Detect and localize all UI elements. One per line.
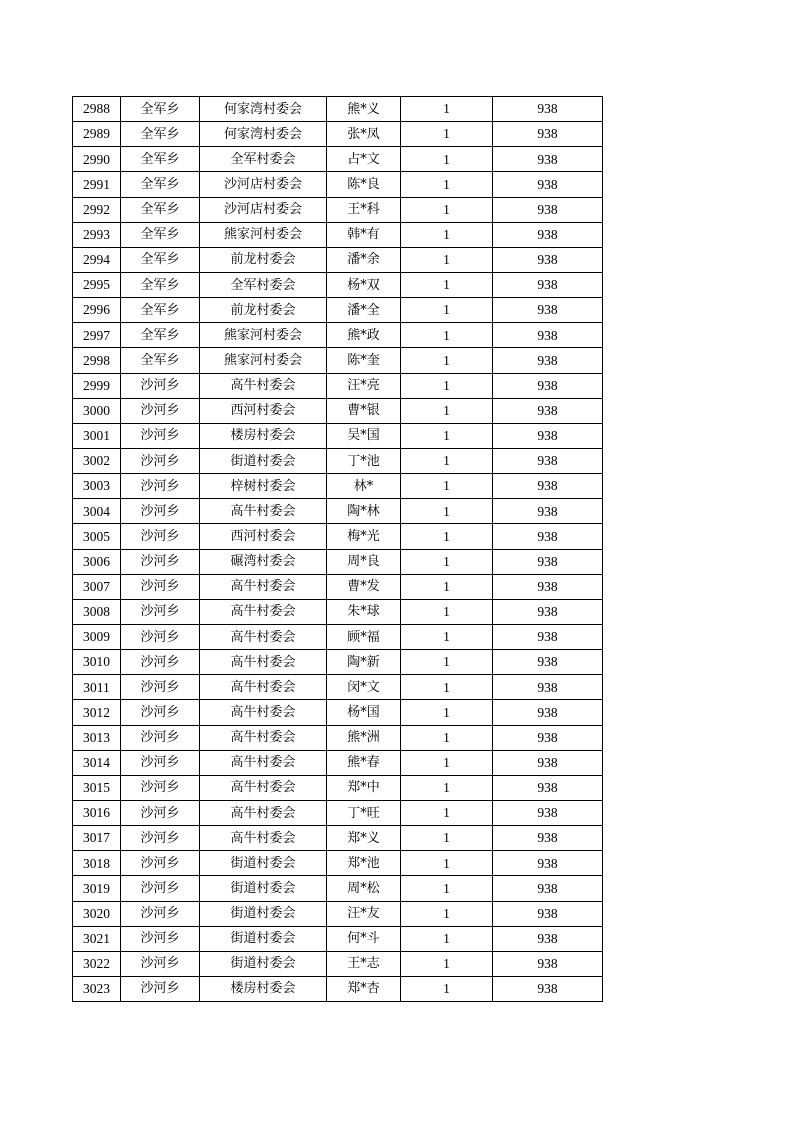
table-row bbox=[73, 222, 603, 247]
table-row bbox=[73, 247, 603, 272]
row-number-cell: 2998 bbox=[73, 348, 121, 373]
row-number-cell: 3010 bbox=[73, 650, 121, 675]
count-cell: 1 bbox=[401, 826, 493, 851]
person-name-cell: 闵*文 bbox=[327, 675, 401, 700]
row-number-cell: 3000 bbox=[73, 398, 121, 423]
person-name-cell: 潘*全 bbox=[327, 298, 401, 323]
row-number-cell: 3013 bbox=[73, 725, 121, 750]
township-cell: 沙河乡 bbox=[121, 373, 200, 398]
row-number-cell: 3015 bbox=[73, 775, 121, 800]
village-committee-cell: 全军村委会 bbox=[200, 272, 327, 297]
row-number-cell: 3003 bbox=[73, 474, 121, 499]
table-row bbox=[73, 826, 603, 851]
count-cell: 1 bbox=[401, 172, 493, 197]
township-cell: 沙河乡 bbox=[121, 574, 200, 599]
table-row bbox=[73, 524, 603, 549]
amount-cell: 938 bbox=[493, 901, 603, 926]
amount-cell: 938 bbox=[493, 373, 603, 398]
count-cell: 1 bbox=[401, 272, 493, 297]
village-committee-cell: 何家湾村委会 bbox=[200, 122, 327, 147]
person-name-cell: 王*科 bbox=[327, 197, 401, 222]
township-cell: 全军乡 bbox=[121, 147, 200, 172]
table-row bbox=[73, 725, 603, 750]
village-committee-cell: 楼房村委会 bbox=[200, 423, 327, 448]
row-number-cell: 3018 bbox=[73, 851, 121, 876]
township-cell: 全军乡 bbox=[121, 272, 200, 297]
amount-cell: 938 bbox=[493, 800, 603, 825]
table-row bbox=[73, 147, 603, 172]
person-name-cell: 丁*旺 bbox=[327, 800, 401, 825]
table-row bbox=[73, 298, 603, 323]
village-committee-cell: 高牛村委会 bbox=[200, 650, 327, 675]
count-cell: 1 bbox=[401, 876, 493, 901]
amount-cell: 938 bbox=[493, 599, 603, 624]
count-cell: 1 bbox=[401, 448, 493, 473]
person-name-cell: 郑*义 bbox=[327, 826, 401, 851]
table-body bbox=[73, 97, 603, 1002]
table-row bbox=[73, 624, 603, 649]
township-cell: 沙河乡 bbox=[121, 951, 200, 976]
village-committee-cell: 全军村委会 bbox=[200, 147, 327, 172]
count-cell: 1 bbox=[401, 398, 493, 423]
count-cell: 1 bbox=[401, 851, 493, 876]
person-name-cell: 吴*国 bbox=[327, 423, 401, 448]
row-number-cell: 2989 bbox=[73, 122, 121, 147]
row-number-cell: 3002 bbox=[73, 448, 121, 473]
person-name-cell: 周*良 bbox=[327, 549, 401, 574]
township-cell: 沙河乡 bbox=[121, 675, 200, 700]
village-committee-cell: 熊家河村委会 bbox=[200, 222, 327, 247]
amount-cell: 938 bbox=[493, 750, 603, 775]
village-committee-cell: 高牛村委会 bbox=[200, 624, 327, 649]
count-cell: 1 bbox=[401, 348, 493, 373]
person-name-cell: 张*凤 bbox=[327, 122, 401, 147]
township-cell: 全军乡 bbox=[121, 247, 200, 272]
township-cell: 沙河乡 bbox=[121, 976, 200, 1001]
person-name-cell: 熊*春 bbox=[327, 750, 401, 775]
row-number-cell: 3022 bbox=[73, 951, 121, 976]
township-cell: 沙河乡 bbox=[121, 926, 200, 951]
township-cell: 全军乡 bbox=[121, 97, 200, 122]
amount-cell: 938 bbox=[493, 272, 603, 297]
township-cell: 沙河乡 bbox=[121, 624, 200, 649]
township-cell: 沙河乡 bbox=[121, 725, 200, 750]
table-row bbox=[73, 272, 603, 297]
person-name-cell: 杨*双 bbox=[327, 272, 401, 297]
amount-cell: 938 bbox=[493, 172, 603, 197]
person-name-cell: 陈*良 bbox=[327, 172, 401, 197]
amount-cell: 938 bbox=[493, 524, 603, 549]
row-number-cell: 3012 bbox=[73, 700, 121, 725]
table-row bbox=[73, 423, 603, 448]
amount-cell: 938 bbox=[493, 675, 603, 700]
table-row bbox=[73, 348, 603, 373]
township-cell: 全军乡 bbox=[121, 122, 200, 147]
table-row bbox=[73, 574, 603, 599]
table-row bbox=[73, 499, 603, 524]
row-number-cell: 2994 bbox=[73, 247, 121, 272]
amount-cell: 938 bbox=[493, 448, 603, 473]
person-name-cell: 何*斗 bbox=[327, 926, 401, 951]
village-committee-cell: 前龙村委会 bbox=[200, 247, 327, 272]
person-name-cell: 陶*林 bbox=[327, 499, 401, 524]
village-committee-cell: 高牛村委会 bbox=[200, 599, 327, 624]
township-cell: 全军乡 bbox=[121, 222, 200, 247]
count-cell: 1 bbox=[401, 675, 493, 700]
person-name-cell: 汪*友 bbox=[327, 901, 401, 926]
person-name-cell: 汪*亮 bbox=[327, 373, 401, 398]
person-name-cell: 曹*发 bbox=[327, 574, 401, 599]
township-cell: 沙河乡 bbox=[121, 423, 200, 448]
row-number-cell: 2988 bbox=[73, 97, 121, 122]
village-committee-cell: 高牛村委会 bbox=[200, 574, 327, 599]
table-row bbox=[73, 876, 603, 901]
amount-cell: 938 bbox=[493, 247, 603, 272]
count-cell: 1 bbox=[401, 122, 493, 147]
township-cell: 沙河乡 bbox=[121, 775, 200, 800]
count-cell: 1 bbox=[401, 574, 493, 599]
village-committee-cell: 高牛村委会 bbox=[200, 675, 327, 700]
person-name-cell: 梅*光 bbox=[327, 524, 401, 549]
amount-cell: 938 bbox=[493, 323, 603, 348]
row-number-cell: 3006 bbox=[73, 549, 121, 574]
village-committee-cell: 楼房村委会 bbox=[200, 976, 327, 1001]
row-number-cell: 3019 bbox=[73, 876, 121, 901]
row-number-cell: 3017 bbox=[73, 826, 121, 851]
row-number-cell: 2999 bbox=[73, 373, 121, 398]
township-cell: 沙河乡 bbox=[121, 524, 200, 549]
person-name-cell: 陶*新 bbox=[327, 650, 401, 675]
amount-cell: 938 bbox=[493, 624, 603, 649]
count-cell: 1 bbox=[401, 97, 493, 122]
amount-cell: 938 bbox=[493, 474, 603, 499]
person-name-cell: 熊*政 bbox=[327, 323, 401, 348]
village-committee-cell: 高牛村委会 bbox=[200, 750, 327, 775]
count-cell: 1 bbox=[401, 725, 493, 750]
village-committee-cell: 高牛村委会 bbox=[200, 725, 327, 750]
village-committee-cell: 熊家河村委会 bbox=[200, 348, 327, 373]
amount-cell: 938 bbox=[493, 122, 603, 147]
township-cell: 沙河乡 bbox=[121, 876, 200, 901]
row-number-cell: 3004 bbox=[73, 499, 121, 524]
count-cell: 1 bbox=[401, 323, 493, 348]
table-row bbox=[73, 323, 603, 348]
person-name-cell: 曹*银 bbox=[327, 398, 401, 423]
count-cell: 1 bbox=[401, 775, 493, 800]
person-name-cell: 潘*余 bbox=[327, 247, 401, 272]
amount-cell: 938 bbox=[493, 97, 603, 122]
row-number-cell: 2991 bbox=[73, 172, 121, 197]
person-name-cell: 熊*洲 bbox=[327, 725, 401, 750]
township-cell: 全军乡 bbox=[121, 197, 200, 222]
row-number-cell: 2995 bbox=[73, 272, 121, 297]
table-row bbox=[73, 373, 603, 398]
table-row bbox=[73, 951, 603, 976]
village-committee-cell: 街道村委会 bbox=[200, 448, 327, 473]
amount-cell: 938 bbox=[493, 574, 603, 599]
table-row bbox=[73, 750, 603, 775]
count-cell: 1 bbox=[401, 147, 493, 172]
count-cell: 1 bbox=[401, 976, 493, 1001]
amount-cell: 938 bbox=[493, 725, 603, 750]
village-committee-cell: 高牛村委会 bbox=[200, 373, 327, 398]
village-committee-cell: 高牛村委会 bbox=[200, 775, 327, 800]
village-committee-cell: 街道村委会 bbox=[200, 951, 327, 976]
count-cell: 1 bbox=[401, 524, 493, 549]
table-row bbox=[73, 122, 603, 147]
count-cell: 1 bbox=[401, 373, 493, 398]
table-row bbox=[73, 549, 603, 574]
person-name-cell: 林* bbox=[327, 474, 401, 499]
township-cell: 沙河乡 bbox=[121, 474, 200, 499]
table-row bbox=[73, 197, 603, 222]
row-number-cell: 2992 bbox=[73, 197, 121, 222]
person-name-cell: 杨*国 bbox=[327, 700, 401, 725]
village-committee-cell: 街道村委会 bbox=[200, 901, 327, 926]
table-row bbox=[73, 97, 603, 122]
count-cell: 1 bbox=[401, 800, 493, 825]
village-committee-cell: 熊家河村委会 bbox=[200, 323, 327, 348]
village-committee-cell: 西河村委会 bbox=[200, 398, 327, 423]
township-cell: 沙河乡 bbox=[121, 826, 200, 851]
township-cell: 沙河乡 bbox=[121, 599, 200, 624]
count-cell: 1 bbox=[401, 901, 493, 926]
person-name-cell: 郑*杏 bbox=[327, 976, 401, 1001]
count-cell: 1 bbox=[401, 951, 493, 976]
subsidy-list-table bbox=[72, 96, 603, 1002]
table-row bbox=[73, 976, 603, 1001]
table-row bbox=[73, 599, 603, 624]
table-row bbox=[73, 926, 603, 951]
amount-cell: 938 bbox=[493, 298, 603, 323]
table-row bbox=[73, 775, 603, 800]
row-number-cell: 3001 bbox=[73, 423, 121, 448]
row-number-cell: 3008 bbox=[73, 599, 121, 624]
amount-cell: 938 bbox=[493, 222, 603, 247]
township-cell: 全军乡 bbox=[121, 323, 200, 348]
village-committee-cell: 高牛村委会 bbox=[200, 499, 327, 524]
count-cell: 1 bbox=[401, 700, 493, 725]
row-number-cell: 3007 bbox=[73, 574, 121, 599]
person-name-cell: 王*志 bbox=[327, 951, 401, 976]
row-number-cell: 2997 bbox=[73, 323, 121, 348]
count-cell: 1 bbox=[401, 750, 493, 775]
count-cell: 1 bbox=[401, 926, 493, 951]
count-cell: 1 bbox=[401, 247, 493, 272]
row-number-cell: 2990 bbox=[73, 147, 121, 172]
row-number-cell: 3005 bbox=[73, 524, 121, 549]
amount-cell: 938 bbox=[493, 775, 603, 800]
person-name-cell: 韩*有 bbox=[327, 222, 401, 247]
row-number-cell: 3014 bbox=[73, 750, 121, 775]
table-row bbox=[73, 700, 603, 725]
amount-cell: 938 bbox=[493, 197, 603, 222]
table-row bbox=[73, 172, 603, 197]
amount-cell: 938 bbox=[493, 147, 603, 172]
person-name-cell: 郑*池 bbox=[327, 851, 401, 876]
township-cell: 沙河乡 bbox=[121, 700, 200, 725]
township-cell: 沙河乡 bbox=[121, 750, 200, 775]
amount-cell: 938 bbox=[493, 951, 603, 976]
village-committee-cell: 前龙村委会 bbox=[200, 298, 327, 323]
amount-cell: 938 bbox=[493, 926, 603, 951]
row-number-cell: 3023 bbox=[73, 976, 121, 1001]
village-committee-cell: 沙河店村委会 bbox=[200, 172, 327, 197]
row-number-cell: 3020 bbox=[73, 901, 121, 926]
amount-cell: 938 bbox=[493, 398, 603, 423]
row-number-cell: 3011 bbox=[73, 675, 121, 700]
amount-cell: 938 bbox=[493, 826, 603, 851]
count-cell: 1 bbox=[401, 499, 493, 524]
amount-cell: 938 bbox=[493, 976, 603, 1001]
amount-cell: 938 bbox=[493, 348, 603, 373]
table-row bbox=[73, 675, 603, 700]
township-cell: 沙河乡 bbox=[121, 499, 200, 524]
row-number-cell: 3016 bbox=[73, 800, 121, 825]
count-cell: 1 bbox=[401, 298, 493, 323]
row-number-cell: 2996 bbox=[73, 298, 121, 323]
person-name-cell: 陈*奎 bbox=[327, 348, 401, 373]
table-row bbox=[73, 474, 603, 499]
count-cell: 1 bbox=[401, 423, 493, 448]
village-committee-cell: 高牛村委会 bbox=[200, 700, 327, 725]
count-cell: 1 bbox=[401, 549, 493, 574]
township-cell: 全军乡 bbox=[121, 348, 200, 373]
village-committee-cell: 何家湾村委会 bbox=[200, 97, 327, 122]
village-committee-cell: 街道村委会 bbox=[200, 851, 327, 876]
person-name-cell: 周*松 bbox=[327, 876, 401, 901]
village-committee-cell: 高牛村委会 bbox=[200, 826, 327, 851]
amount-cell: 938 bbox=[493, 876, 603, 901]
village-committee-cell: 梓树村委会 bbox=[200, 474, 327, 499]
township-cell: 沙河乡 bbox=[121, 549, 200, 574]
township-cell: 沙河乡 bbox=[121, 398, 200, 423]
township-cell: 全军乡 bbox=[121, 172, 200, 197]
village-committee-cell: 街道村委会 bbox=[200, 876, 327, 901]
township-cell: 沙河乡 bbox=[121, 448, 200, 473]
person-name-cell: 丁*池 bbox=[327, 448, 401, 473]
village-committee-cell: 沙河店村委会 bbox=[200, 197, 327, 222]
amount-cell: 938 bbox=[493, 423, 603, 448]
count-cell: 1 bbox=[401, 624, 493, 649]
person-name-cell: 熊*义 bbox=[327, 97, 401, 122]
amount-cell: 938 bbox=[493, 700, 603, 725]
count-cell: 1 bbox=[401, 599, 493, 624]
person-name-cell: 占*文 bbox=[327, 147, 401, 172]
amount-cell: 938 bbox=[493, 650, 603, 675]
count-cell: 1 bbox=[401, 222, 493, 247]
count-cell: 1 bbox=[401, 197, 493, 222]
table-row bbox=[73, 398, 603, 423]
person-name-cell: 朱*球 bbox=[327, 599, 401, 624]
table-row bbox=[73, 800, 603, 825]
township-cell: 沙河乡 bbox=[121, 650, 200, 675]
village-committee-cell: 碾湾村委会 bbox=[200, 549, 327, 574]
village-committee-cell: 高牛村委会 bbox=[200, 800, 327, 825]
row-number-cell: 2993 bbox=[73, 222, 121, 247]
amount-cell: 938 bbox=[493, 549, 603, 574]
village-committee-cell: 街道村委会 bbox=[200, 926, 327, 951]
person-name-cell: 顾*福 bbox=[327, 624, 401, 649]
row-number-cell: 3021 bbox=[73, 926, 121, 951]
table-row bbox=[73, 650, 603, 675]
count-cell: 1 bbox=[401, 474, 493, 499]
table-row bbox=[73, 448, 603, 473]
village-committee-cell: 西河村委会 bbox=[200, 524, 327, 549]
amount-cell: 938 bbox=[493, 499, 603, 524]
count-cell: 1 bbox=[401, 650, 493, 675]
row-number-cell: 3009 bbox=[73, 624, 121, 649]
township-cell: 沙河乡 bbox=[121, 901, 200, 926]
township-cell: 沙河乡 bbox=[121, 851, 200, 876]
township-cell: 沙河乡 bbox=[121, 800, 200, 825]
person-name-cell: 郑*中 bbox=[327, 775, 401, 800]
table-row bbox=[73, 851, 603, 876]
amount-cell: 938 bbox=[493, 851, 603, 876]
township-cell: 全军乡 bbox=[121, 298, 200, 323]
table-row bbox=[73, 901, 603, 926]
